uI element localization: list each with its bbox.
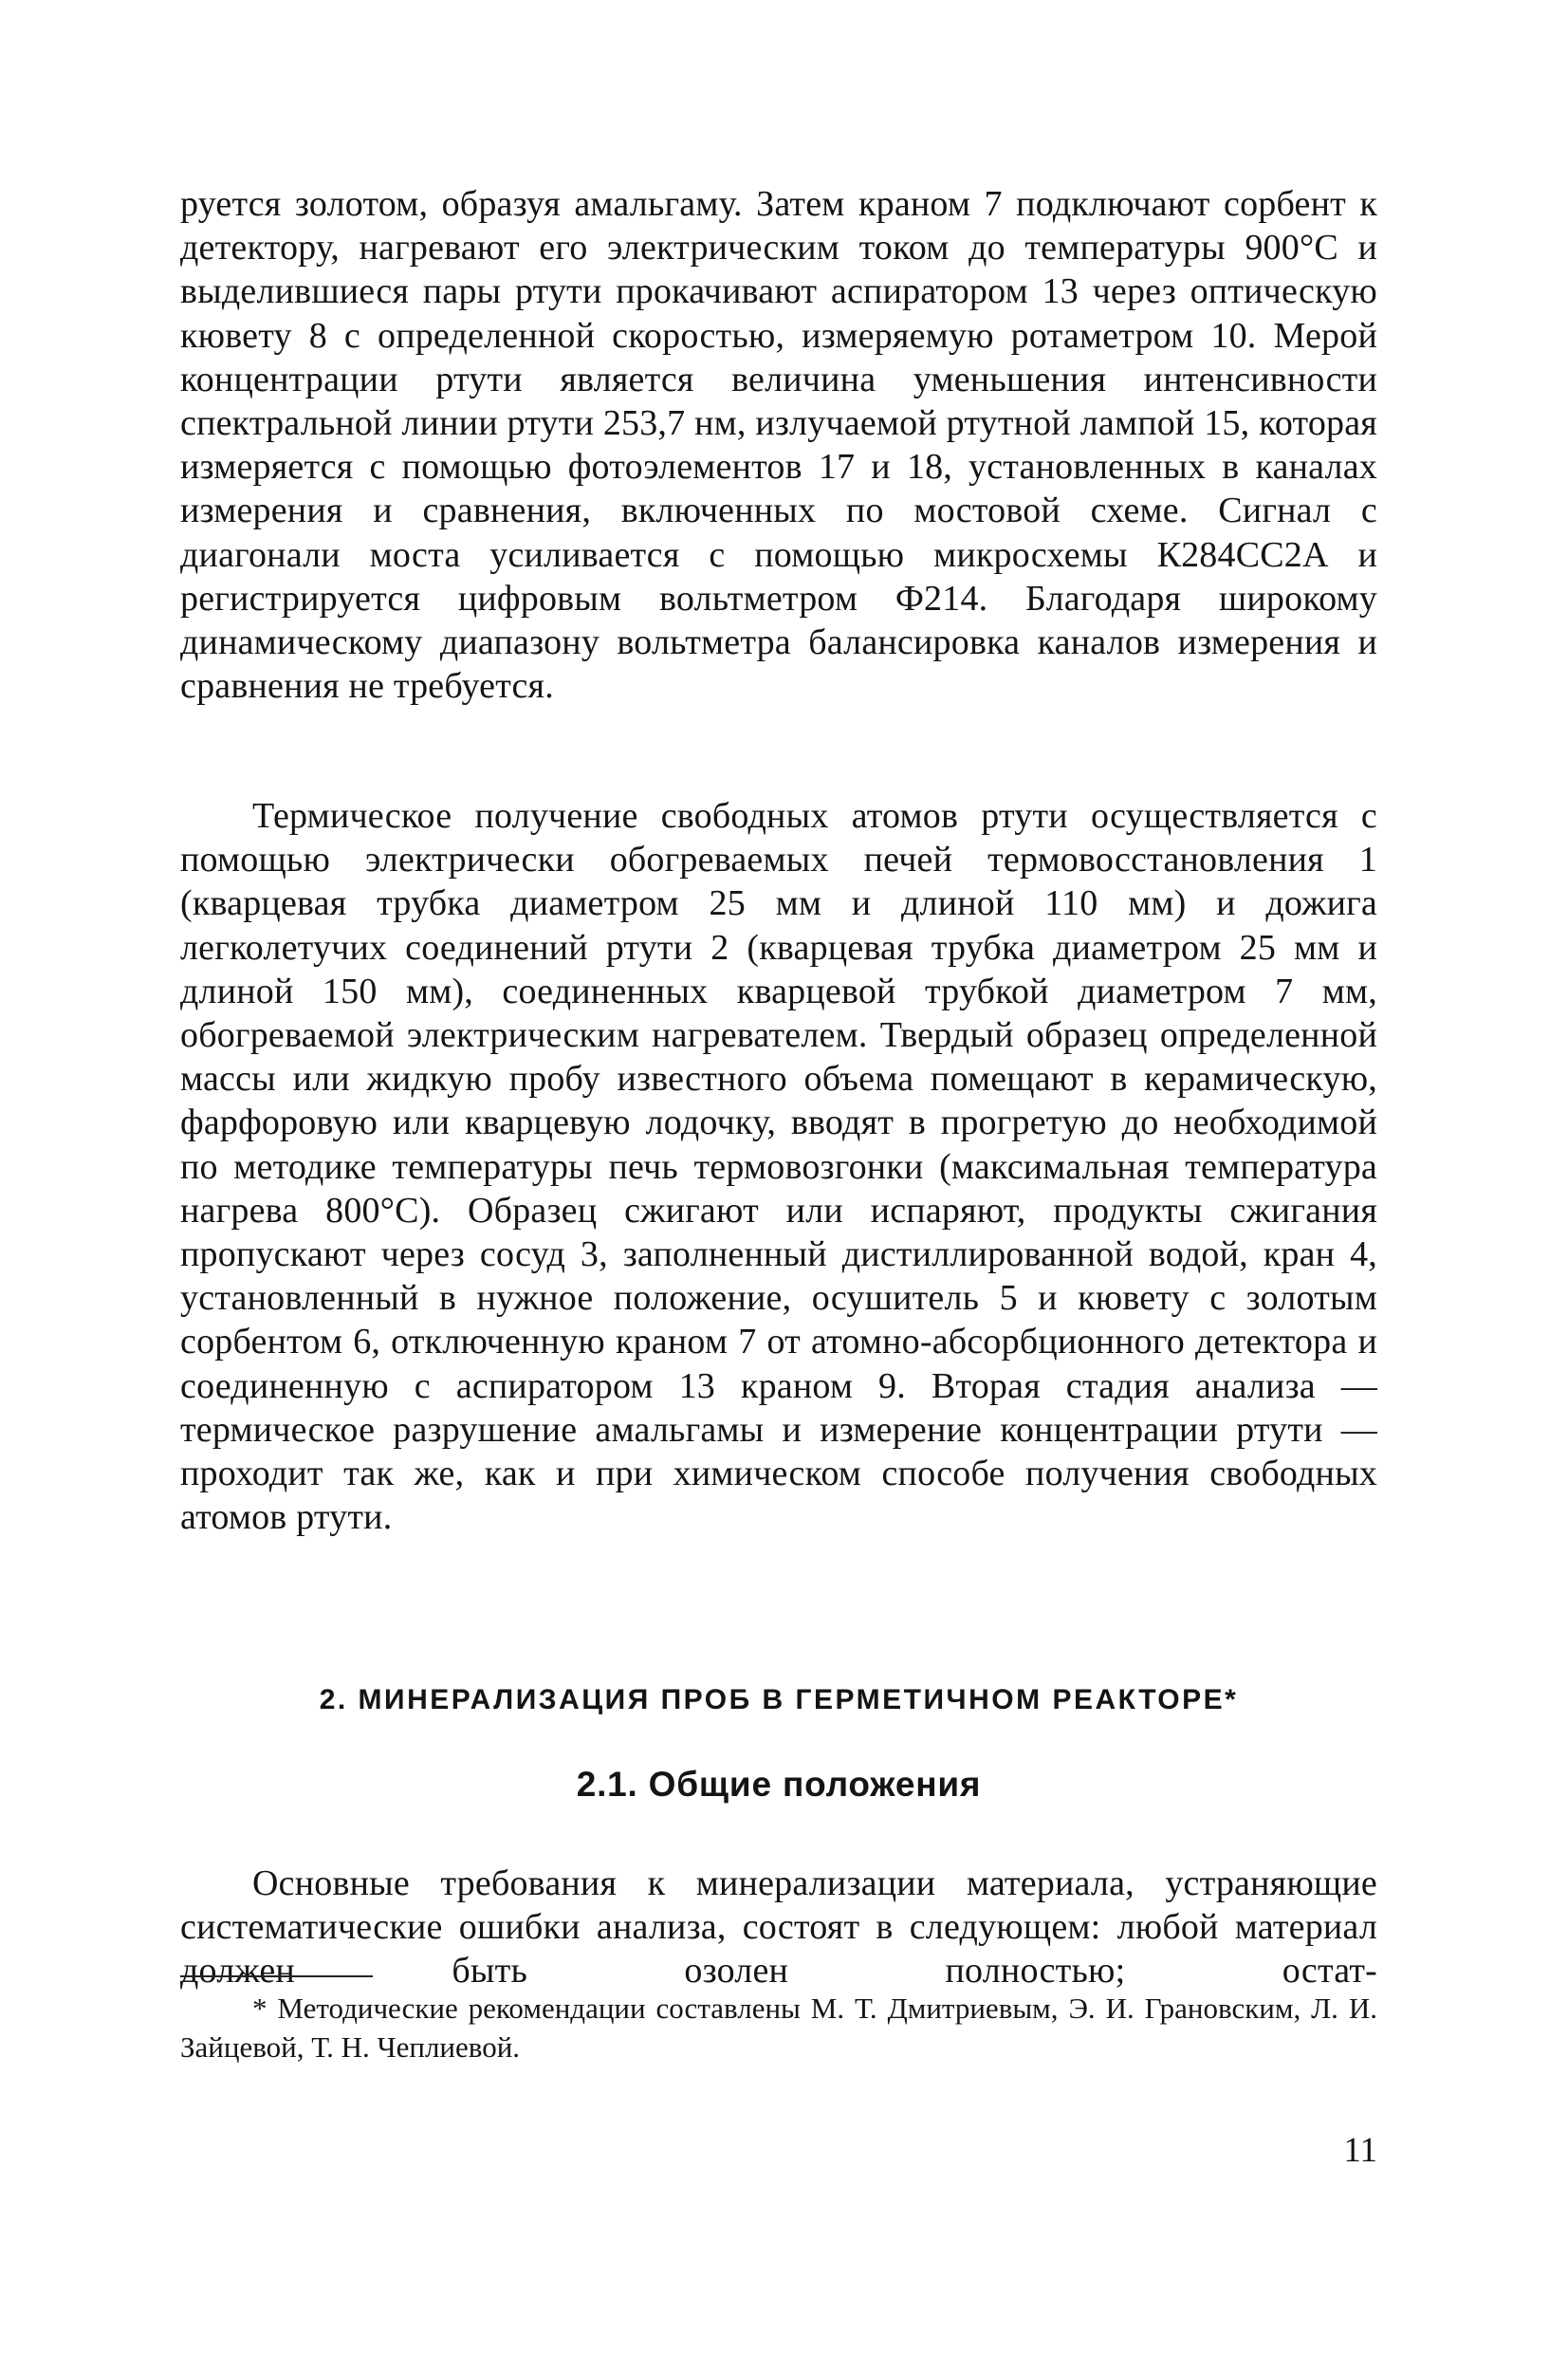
paragraph-continued: руется золотом, образуя амальгаму. Затем краном 7 подключают сорбент к детектору, нагревают его электрическим током до температуры 900°С и выделившиеся пары ртути прокачивают аспиратором 13 через оптическую кювету 8 с определенной скоростью, измеряемую ротаметром 10. Мерой концентрации ртути является величина уменьшения интенсивности спектральной линии ртути 253,7 нм, излучаемой ртутной лампой 15, которая измеряется с помощью фотоэлементов 17 и 18, установленных в каналах измерения и сравнения, включенных по мостовой схеме. Сигнал с диагонали моста усиливается с помощью микросхемы К284СС2А и регистрируется цифровым вольтметром Ф214. Благодаря широкому динамическому диапазону вольтметра балансировка каналов измерения и сравнения не требуется. — [180, 184, 1377, 707]
footnote-divider — [180, 1975, 373, 1977]
page-number: 11 — [1343, 2131, 1377, 2170]
paragraph-thermal-method: Термическое получение свободных атомов ртути осуществляется с помощью электрически обогреваемых печей термовосстановления 1 (кварцевая трубка диаметром 25 мм и длиной 110 мм) и дожига легколетучих соединений ртути 2 (кварцевая трубка диаметром 25 мм и длиной 150 мм), соединенных кварцевой трубкой диаметром 7 мм, обогреваемой электрическим нагревателем. Твердый образец определенной массы или жидкую пробу известного объема помещают в керамическую, фарфоровую или кварцевую лодочку, вводят в прогретую до необходимой по методике температуры печь термовозгонки (максимальная температура нагрева 800°С). Образец сжигают или испаряют, продукты сжигания пропускают через сосуд 3, заполненный дистиллированной водой, кран 4, установленный в нужное положение, осушитель 5 и кювету с золотым сорбентом 6, отключенную краном 7 от атомно-абсорбционного детектора и соединенную с аспиратором 13 краном 9. Вторая стадия анализа — термическое разрушение амальгамы и измерение концентрации ртути — проходит так же, как и при химическом способе получения свободных атомов ртути. — [180, 796, 1377, 1538]
subsection-heading: 2.1. Общие положения — [576, 1765, 982, 1804]
paragraph-requirements: Основные требования к минерализации материала, устраняющие систематические ошибки анализа, состоят в следующем: любой материал должен быть озолен полностью; остат- — [180, 1863, 1377, 1992]
footnote: * Методические рекомендации составлены М. Т. Дмитриевым, Э. И. Грановским, Л. И. Зайцевой, Т. Н. Чеплиевой. — [180, 1992, 1377, 2064]
section-heading: 2. МИНЕРАЛИЗАЦИЯ ПРОБ В ГЕРМЕТИЧНОМ РЕАКТОРЕ* — [319, 1684, 1239, 1715]
